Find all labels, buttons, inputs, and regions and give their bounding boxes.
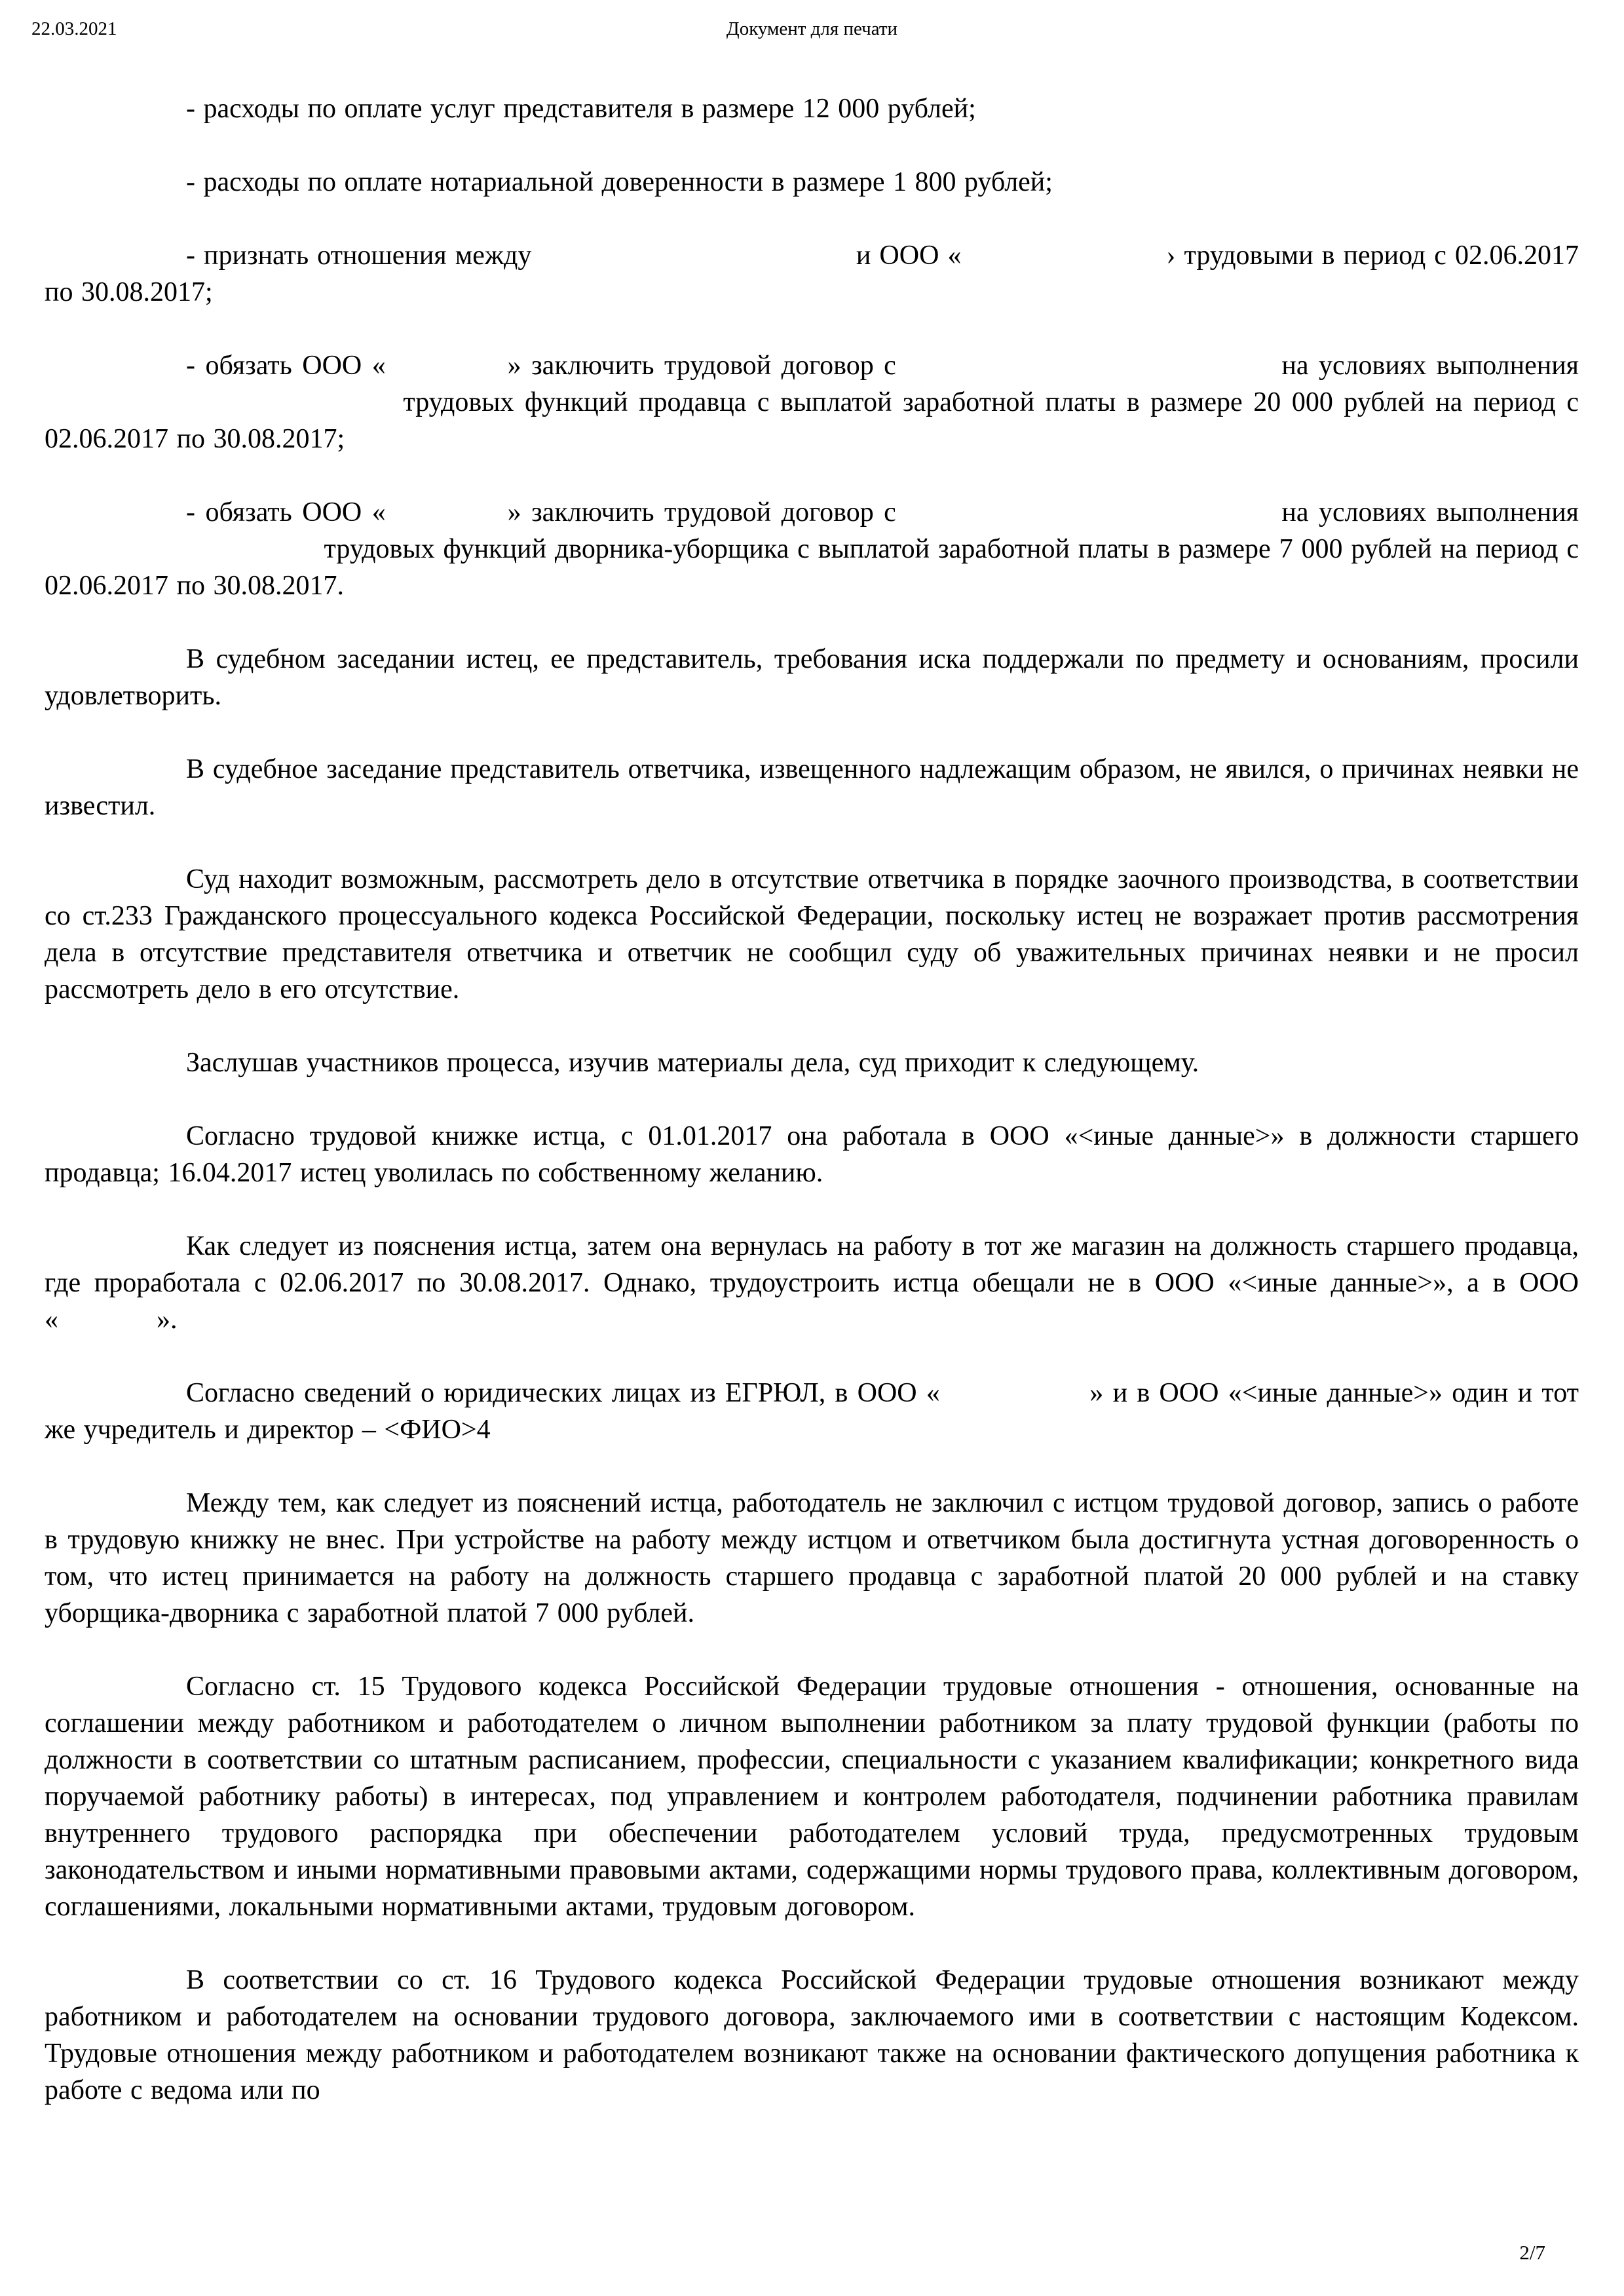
paragraph-costs-notary: - расходы по оплате нотариальной доверенности в размере 1 800 рублей; <box>186 167 1053 197</box>
paragraph-hearing-defendant-absent: В судебное заседание представитель ответчика, извещенного надлежащим образом, не явился, о причинах неявки не известил. <box>45 754 1579 821</box>
paragraph-work-record-book: Согласно трудовой книжке истца, с 01.01.2017 она работала в ООО «<иные данные>» в должности старшего продавца; 16.04.2017 истец уволилась по собственному желанию. <box>45 1121 1579 1188</box>
paragraph-court-default-judgment: Суд находит возможным, рассмотреть дело в отсутствие ответчика в порядке заочного производства, в соответствии со ст.233 Гражданского процессуального кодекса Российской Федерации, поскольку истец не возражает против рассмотрения дела в отсутствие представителя ответчика и ответчик не сообщил суду об уважительных причинах неявки и не просил рассмотреть дело в его отсутствие. <box>45 864 1579 1004</box>
paragraph-hearing-plaintiff: В судебном заседании истец, ее представитель, требования иска поддержали по предмету и основаниям, просили удовлетворить. <box>45 644 1579 711</box>
paragraph-recognize-relations: - признать отношения между и ООО « › трудовыми в период с 02.06.2017 по 30.08.2017; <box>45 240 1579 307</box>
paragraph-costs-representative: - расходы по оплате услуг представителя в размере 12 000 рублей; <box>186 94 976 124</box>
paragraph-egrul-info: Согласно сведений о юридических лицах из ЕГРЮЛ, в ООО « » и в ООО «<иные данные>» один и тот же учредитель и директор – <ФИО>4 <box>45 1378 1579 1445</box>
paragraph-plaintiff-returned-work: Как следует из пояснения истца, затем она вернулась на работу в тот же магазин на должность старшего продавца, где проработала с 02.06.2017 по 30.08.2017. Однако, трудоустроить истца обещали не в ООО «<иные данные>», а в ООО « ». <box>45 1231 1579 1335</box>
header-title: Документ для печати <box>726 18 898 39</box>
paragraph-oblige-contract-janitor: - обязать ООО « » заключить трудовой договор с на условиях выполнения трудовых функций дворника-уборщика с выплатой заработной платы в размере 7 000 рублей на период с 02.06.2017 по 30.08.2017. <box>45 497 1579 601</box>
paragraph-labor-code-art15: Согласно ст. 15 Трудового кодекса Российской Федерации трудовые отношения - отношения, основанные на соглашении между работником и работодателем о личном выполнении работником за плату трудовой функции (работы по должности в соответствии со штатным расписанием, профессии, специальности с указанием квалификации; конкретного вида поручаемой работнику работы) в интересах, под управлением и контролем работодателя, подчинении работника правилам внутреннего трудового распорядка при обеспечении работодателем условий труда, предусмотренных трудовым законодательством и иными нормативными правовыми актами, содержащими нормы трудового права, коллективным договором, соглашениями, локальными нормативными актами, трудовым договором. <box>45 1672 1579 1922</box>
header-date: 22.03.2021 <box>31 18 117 39</box>
paragraph-oblige-contract-seller: - обязать ООО « » заключить трудовой договор с на условиях выполнения трудовых функций продавца с выплатой заработной платы в размере 20 000 рублей на период с 02.06.2017 по 30.08.2017; <box>45 351 1579 454</box>
paragraph-labor-code-art16: В соответствии со ст. 16 Трудового кодекса Российской Федерации трудовые отношения возникают между работником и работодателем на основании трудового договора, заключаемого ими в соответствии с настоящим Кодексом. Трудовые отношения между работником и работодателем возникают также на основании фактического допущения работника к работе с ведома или по <box>45 1965 1579 2105</box>
paragraph-court-conclusion-intro: Заслушав участников процесса, изучив материалы дела, суд приходит к следующему. <box>186 1048 1199 1078</box>
document-body <box>0 41 1624 2109</box>
print-header <box>0 0 1624 41</box>
paragraph-oral-agreement: Между тем, как следует из пояснений истца, работодатель не заключил с истцом трудовой договор, запись о работе в трудовую книжку не внес. При устройстве на работу между истцом и ответчиком была достигнута устная договоренность о том, что истец принимается на работу на должность старшего продавца с заработной платой 20 000 рублей и на ставку уборщика-дворника с заработной платой 7 000 рублей. <box>45 1488 1579 1628</box>
page-number: 2/7 <box>1519 2241 1545 2264</box>
